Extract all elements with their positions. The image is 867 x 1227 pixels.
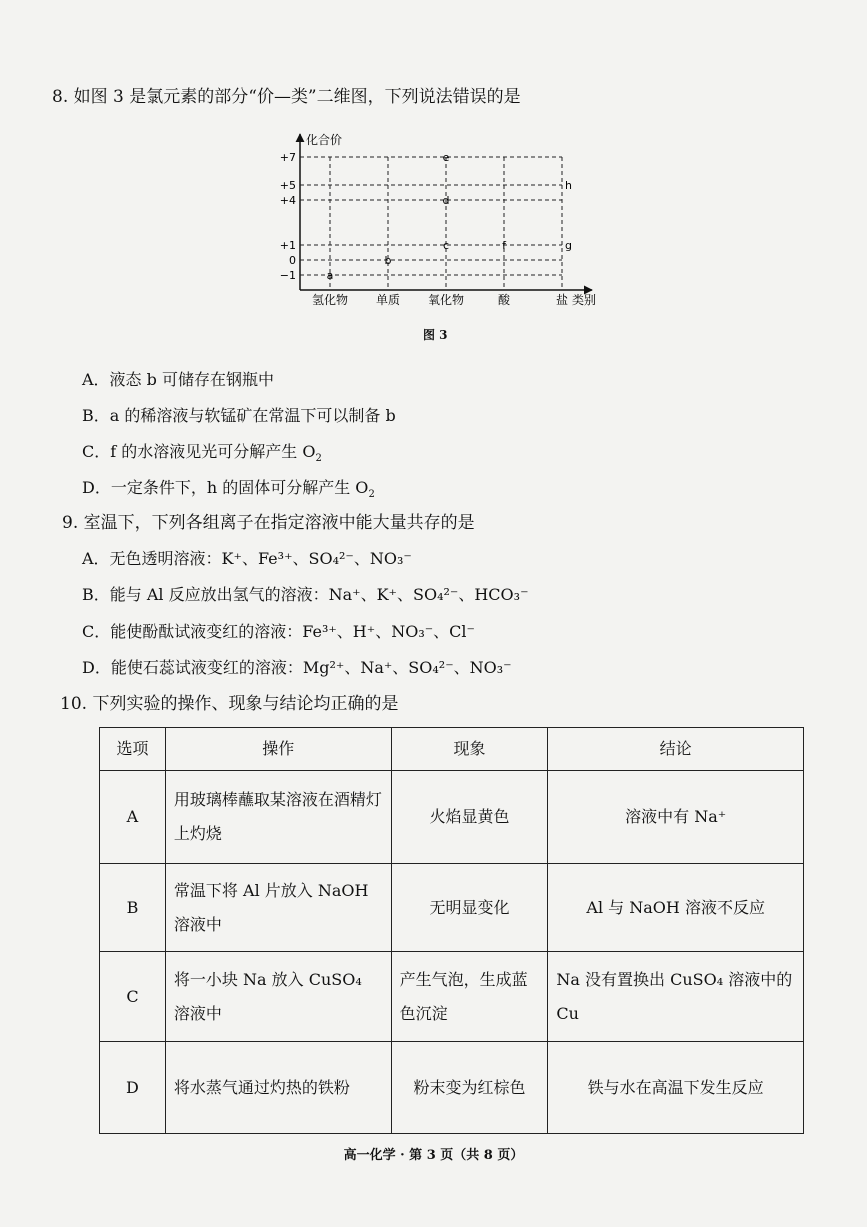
q8-option-c-sub: 2 [315,453,322,465]
row-option: D [100,1042,166,1134]
y-tick-label: +4 [279,194,296,207]
row-option: C [100,952,166,1042]
y-tick-label: −1 [279,269,296,282]
figure-caption: 图 3 [423,328,448,342]
point-label-h: h [565,179,572,192]
q8-option-b[interactable]: B．a 的稀溶液与软锰矿在常温下可以制备 b [82,406,396,425]
row-option: B [100,864,166,952]
table-row[interactable] [100,1042,804,1134]
q8-option-c[interactable] [82,441,322,463]
row-phenomenon: 火焰显黄色 [391,771,548,864]
row-phenomenon: 产生气泡，生成蓝色沉淀 [391,952,548,1042]
row-phenomenon: 无明显变化 [391,864,548,952]
category-label: 盐 [555,293,569,307]
table-row[interactable] [100,771,804,864]
q9-stem: 9. 室温下，下列各组离子在指定溶液中能大量共存的是 [62,513,475,533]
header-operation: 操作 [165,728,391,771]
q9-option-a[interactable]: A．无色透明溶液：K⁺、Fe³⁺、SO₄²⁻、NO₃⁻ [82,549,412,568]
q8-option-d-text: D．一定条件下，h 的固体可分解产生 O [82,478,369,497]
x-axis-label: 类别 [572,293,597,307]
q10-stem: 10. 下列实验的操作、现象与结论均正确的是 [60,694,399,714]
row-option: A [100,771,166,864]
q8-stem: 8. 如图 3 是氯元素的部分“价—类”二维图，下列说法错误的是 [52,87,521,107]
q8-option-a[interactable]: A．液态 b 可储存在钢瓶中 [82,370,274,389]
q9-option-b[interactable]: B．能与 Al 反应放出氢气的溶液：Na⁺、K⁺、SO₄²⁻、HCO₃⁻ [82,585,529,604]
y-tick-label: 0 [289,254,296,267]
table-header-row [100,728,804,771]
row-operation: 将一小块 Na 放入 CuSO₄ 溶液中 [165,952,391,1042]
row-operation: 将水蒸气通过灼热的铁粉 [165,1042,391,1134]
point-label-e: e [442,151,450,164]
row-conclusion: Na 没有置换出 CuSO₄ 溶液中的 Cu [548,952,804,1042]
header-conclusion: 结论 [548,728,804,771]
y-tick-label: +5 [279,179,296,192]
header-option: 选项 [100,728,166,771]
point-label-c: c [442,239,450,252]
row-phenomenon: 粉末变为红棕色 [391,1042,548,1134]
q9-option-d[interactable]: D．能使石蕊试液变红的溶液：Mg²⁺、Na⁺、SO₄²⁻、NO₃⁻ [82,658,512,677]
row-operation: 用玻璃棒蘸取某溶液在酒精灯上灼烧 [165,771,391,864]
category-label: 酸 [497,293,511,307]
row-conclusion: Al 与 NaOH 溶液不反应 [548,864,804,952]
category-label: 单质 [375,293,401,307]
category-label: 氢化物 [311,293,349,307]
table-row[interactable] [100,952,804,1042]
q9-option-c[interactable]: C．能使酚酞试液变红的溶液：Fe³⁺、H⁺、NO₃⁻、Cl⁻ [82,622,475,641]
point-label-f: f [502,239,506,252]
point-label-g: g [565,239,572,252]
page-footer: 高一化学 · 第 3 页（共 8 页） [343,1148,524,1163]
q8-option-d[interactable] [82,477,375,499]
row-conclusion: 溶液中有 Na⁺ [548,771,804,864]
point-label-a: a [326,269,334,282]
row-conclusion: 铁与水在高温下发生反应 [548,1042,804,1134]
row-operation: 常温下将 Al 片放入 NaOH 溶液中 [165,864,391,952]
experiment-table [99,727,804,1134]
category-label: 氧化物 [427,293,465,307]
table-row[interactable] [100,864,804,952]
header-phenomenon: 现象 [391,728,548,771]
point-label-d: d [442,194,450,207]
valence-class-chart [270,128,610,318]
point-label-b: b [384,254,392,267]
y-axis-label: 化合价 [306,133,343,147]
q8-option-c-text: C．f 的水溶液见光可分解产生 O [82,442,316,461]
y-tick-label: +1 [279,239,296,252]
y-tick-label: +7 [279,151,296,164]
q8-option-d-sub: 2 [368,489,375,501]
